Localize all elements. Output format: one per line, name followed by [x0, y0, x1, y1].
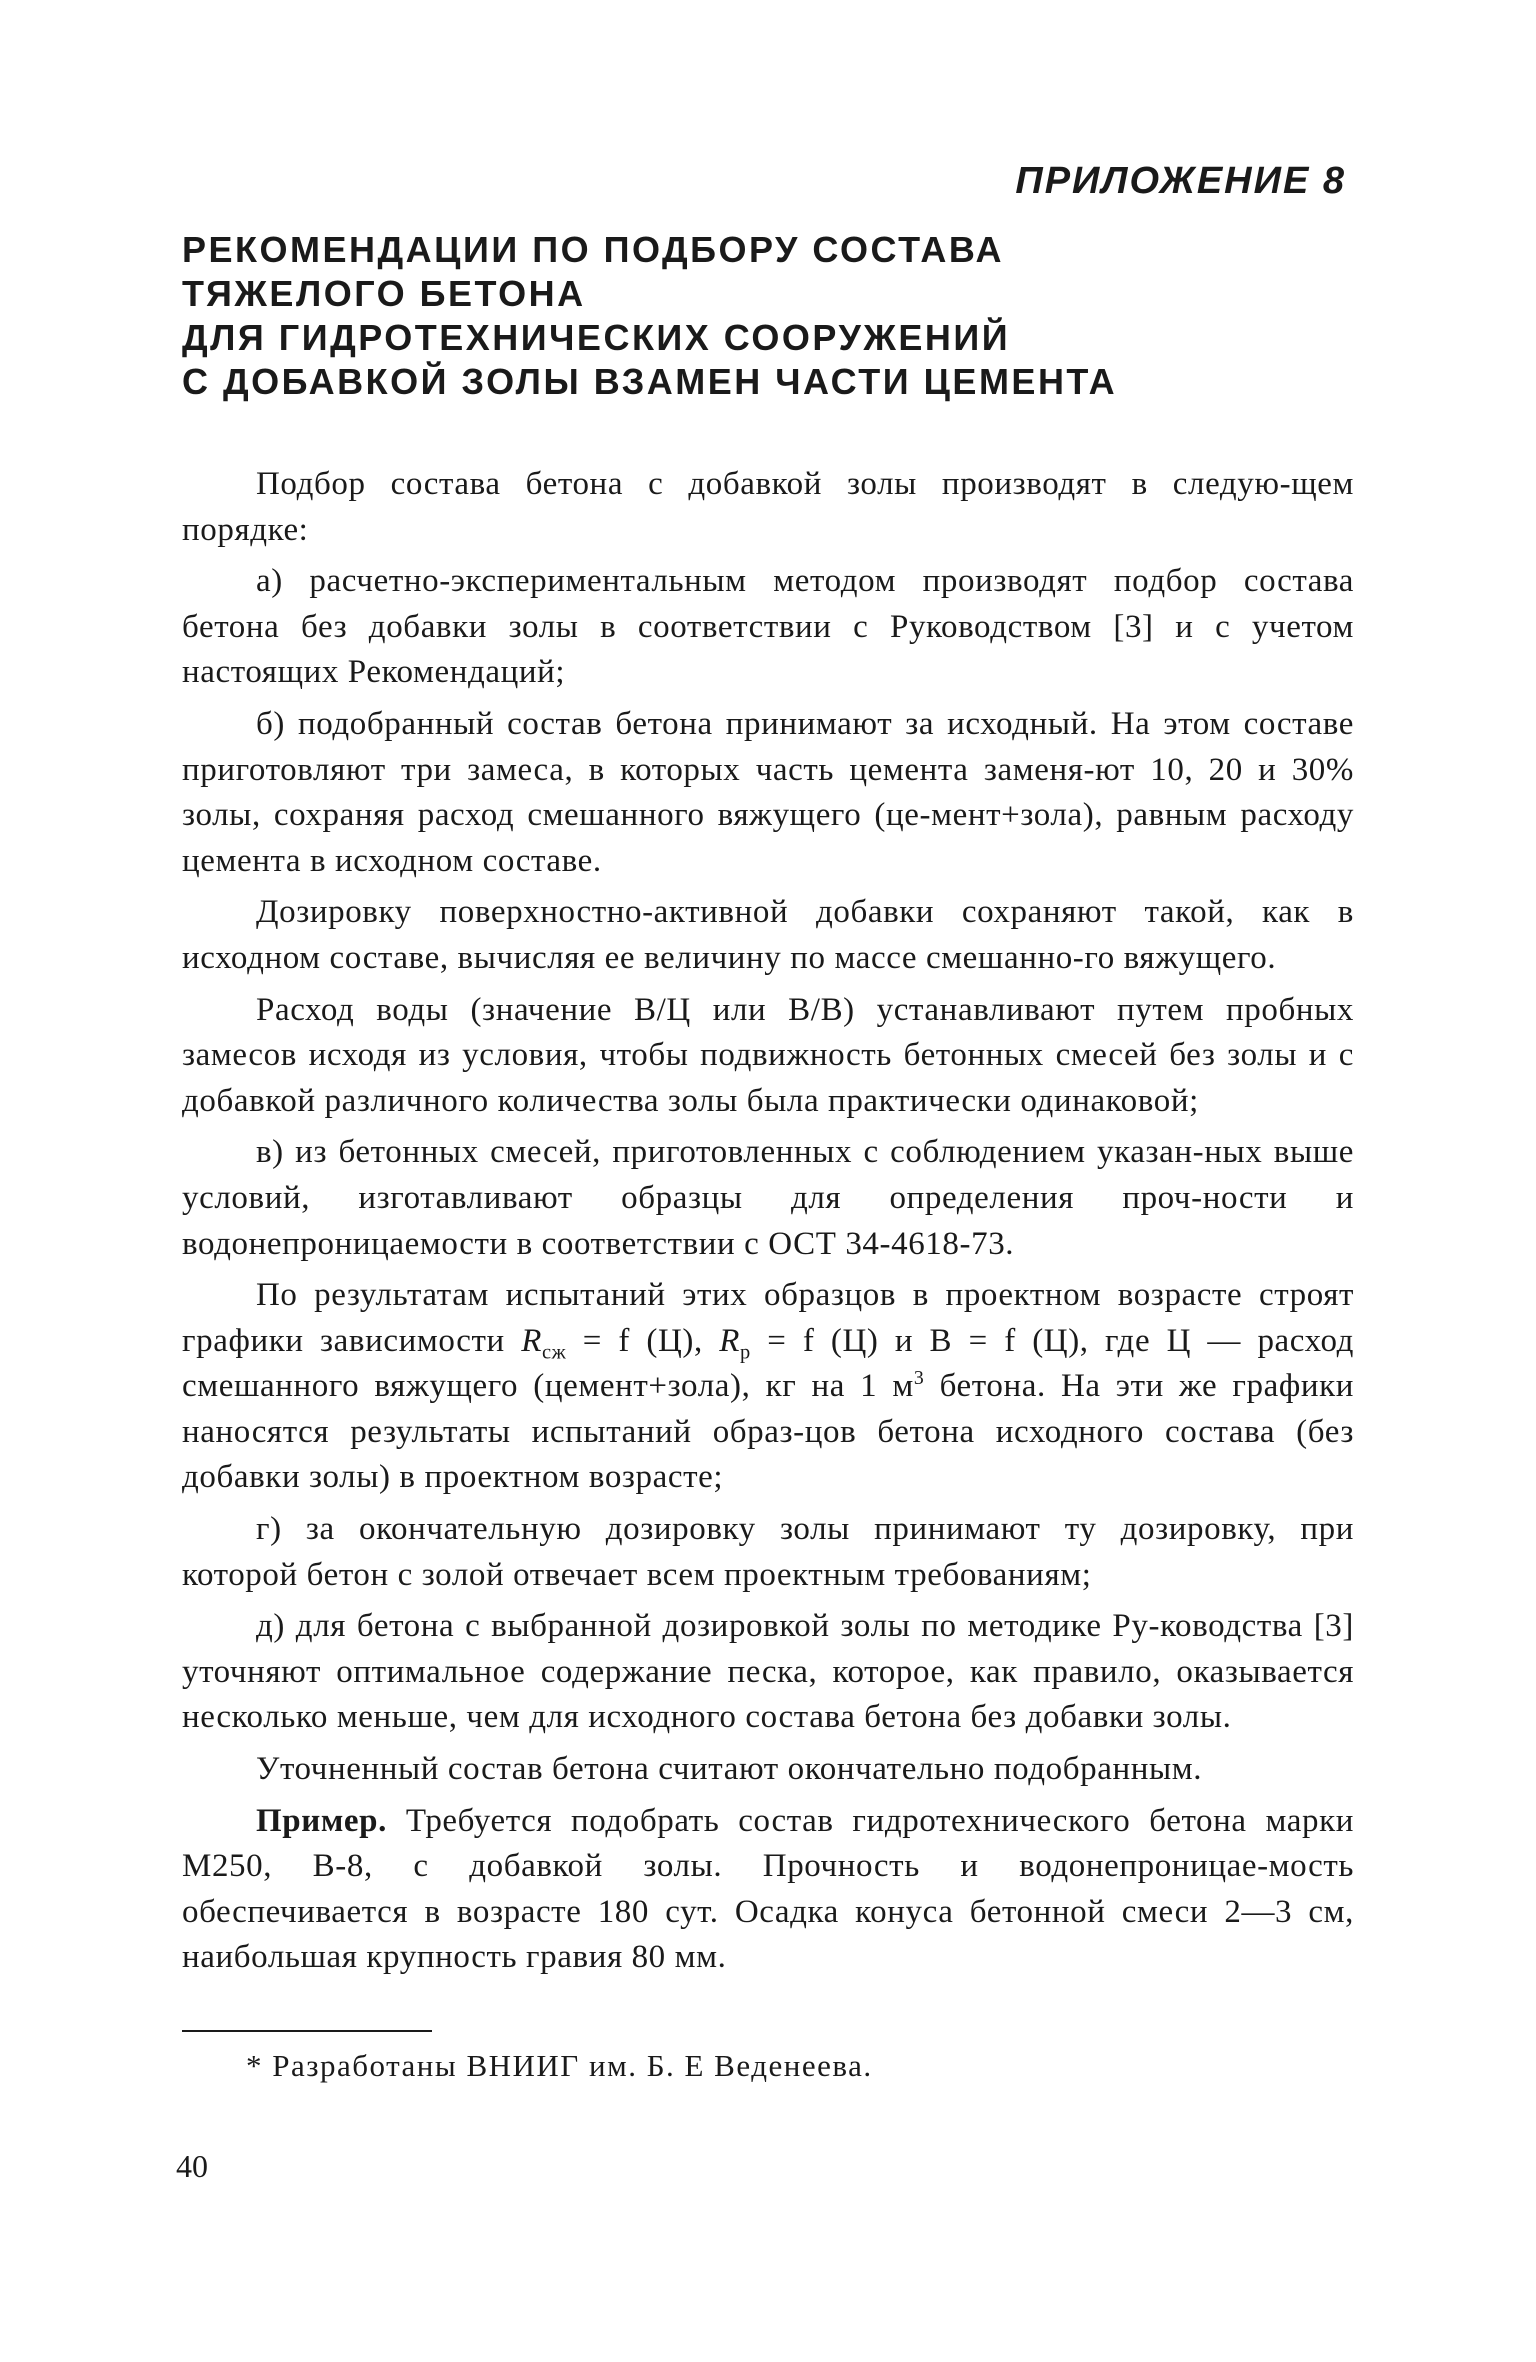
title-line: РЕКОМЕНДАЦИИ ПО ПОДБОРУ СОСТАВА — [182, 229, 1005, 270]
superscript: 3 — [913, 1367, 925, 1390]
title-line: С ДОБАВКОЙ ЗОЛЫ ВЗАМЕН ЧАСТИ ЦЕМЕНТА — [182, 361, 1118, 402]
paragraph-final: Уточненный состав бетона считают окончательно подобранным. — [256, 1751, 1203, 1788]
paragraph-step-v: в) из бетонных смесей, приготовленных с соблюдением указан-ных выше условий, изготавливают образцы для определения проч-ности и водонепроницаемости в соответствии с ОСТ 34-4618-73. — [182, 1134, 1354, 1262]
title-line: ДЛЯ ГИДРОТЕХНИЧЕСКИХ СООРУЖЕНИЙ — [182, 317, 1011, 358]
document-body — [182, 462, 1354, 1987]
page-number: 40 — [176, 2148, 208, 2184]
symbol-r: R — [719, 1322, 741, 1359]
text-run: Требуется подобрать состав гидротехнического бетона марки М250, В-8, с добавкой золы. Прочность и водонепроницае-мость обеспечивается в возрасте 180 сут. Осадка конуса бетонной смеси 2—3 см, наибольшая крупность гравия 80 мм. — [182, 1802, 1354, 1976]
title-line: ТЯЖЕЛОГО БЕТОНА — [182, 273, 586, 314]
paragraph-example — [182, 1799, 1354, 1981]
paragraph-step-b: б) подобранный состав бетона принимают за исходный. На этом составе приготовляют три замеса, в которых часть цемента заменя-ют 10, 20 и 30% золы, сохраняя расход смешанного вяжущего (це-мент+зола), равным расходу цемента в исходном составе. — [182, 705, 1354, 879]
symbol-r: R — [521, 1322, 542, 1359]
text-run: = f (Ц), — [566, 1322, 720, 1359]
paragraph-step-d: д) для бетона с выбранной дозировкой золы по методике Ру-ководства [3] уточняют оптимальное содержание песка, которое, как правило, оказывается несколько меньше, чем для исходного состава бетона без добавки золы. — [182, 1608, 1354, 1736]
text-run: бетона. На эти же графики наносятся результаты испытаний образ-цов бетона исходного состава (без добавки золы) в проектном возрасте; — [182, 1368, 1354, 1496]
document-title — [182, 228, 1342, 404]
symbol-subscript: р — [740, 1341, 751, 1364]
footnote-divider — [182, 2030, 432, 2032]
text-run: По результатам испытаний этих образцов в проектном возрасте строят графики зависимости — [182, 1277, 1354, 1359]
paragraph-water: Расход воды (значение В/Ц или В/В) устанавливают путем пробных замесов исходя из условия, чтобы подвижность бетонных смесей без золы и с добавкой различного количества золы была практически одинаковой; — [182, 991, 1354, 1119]
symbol-subscript: сж — [541, 1341, 567, 1364]
text-run: = f (Ц) и В = f (Ц), где Ц — расход смешанного вяжущего (цемент+зола), кг на 1 м — [182, 1322, 1354, 1405]
paragraph-graphs — [182, 1273, 1354, 1501]
paragraph-step-g: г) за окончательную дозировку золы принимают ту дозировку, при которой бетон с золой отвечает всем проектным требованиям; — [182, 1511, 1354, 1593]
paragraph-intro: Подбор состава бетона с добавкой золы производят в следую-щем порядке: — [182, 466, 1354, 548]
example-label: Пример. — [256, 1802, 387, 1839]
paragraph-dosage: Дозировку поверхностно-активной добавки сохраняют такой, как в исходном составе, вычисляя ее величину по массе смешанно-го вяжущего. — [182, 894, 1354, 976]
footnote: * Разработаны ВНИИГ им. Б. Е Веденеева. — [246, 2048, 873, 2083]
paragraph-step-a: а) расчетно-экспериментальным методом производят подбор состава бетона без добавки золы в соответствии с Руководством [3] и с учетом настоящих Рекомендаций; — [182, 563, 1354, 691]
appendix-label: ПРИЛОЖЕНИЕ 8 — [1015, 160, 1346, 202]
